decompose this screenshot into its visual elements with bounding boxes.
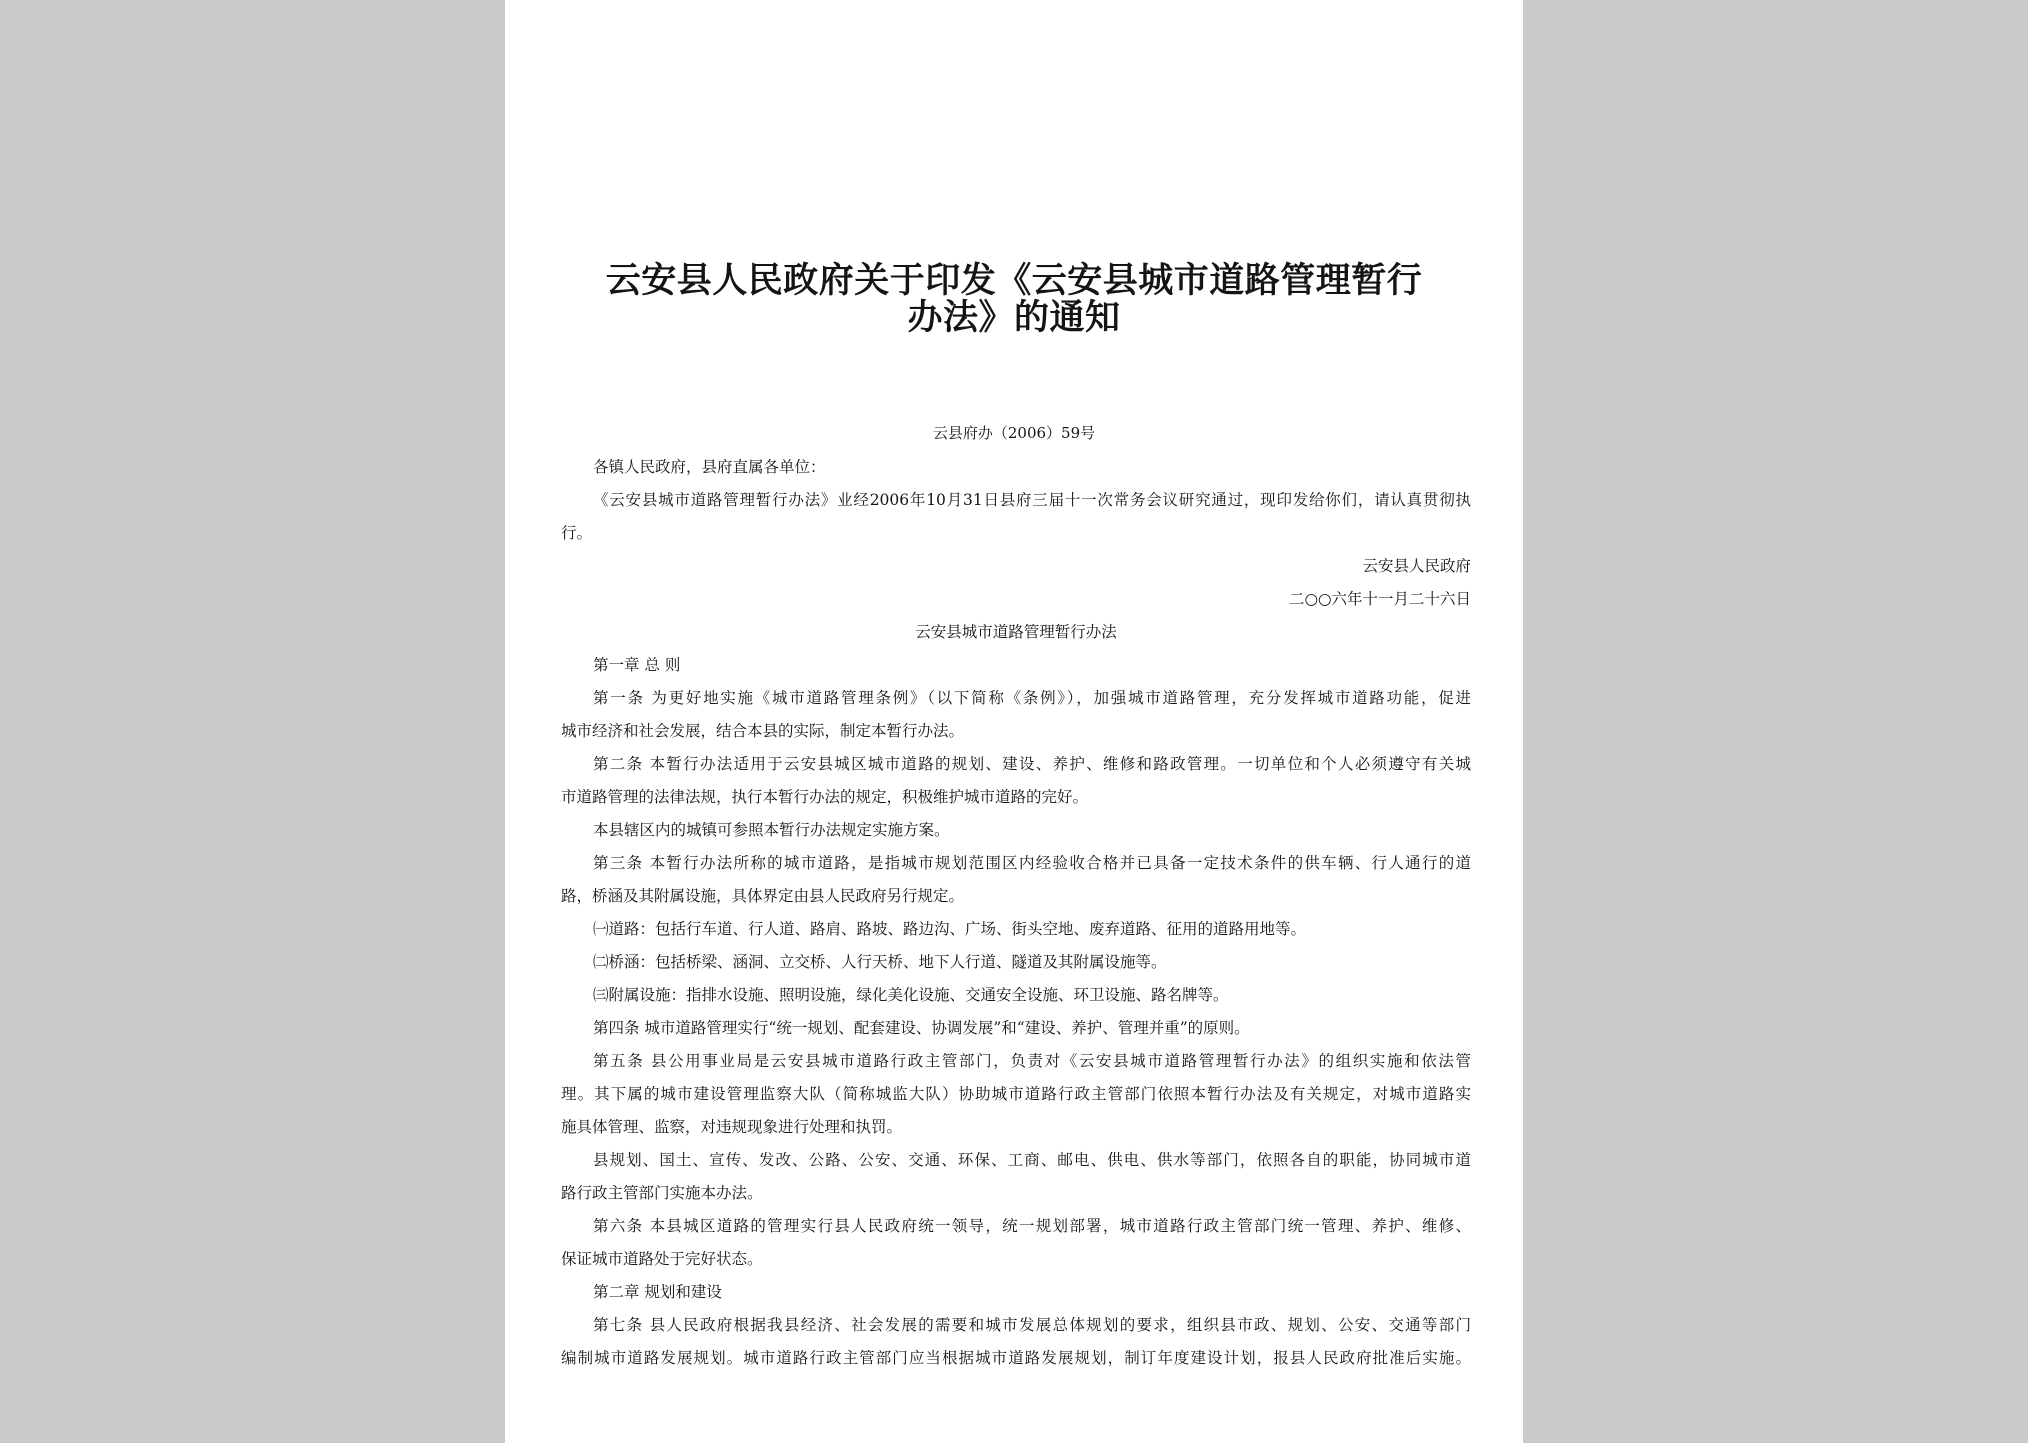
body-line: 《云安县城市道路管理暂行办法》业经2006年10月31日县府三届十一次常务会议研究通过，现印发给你们，请认真贯彻执 <box>593 491 1471 509</box>
body-line: 第三条 本暂行办法所称的城市道路，是指城市规划范围区内经验收合格并已具备一定技术条件的供车辆、行人通行的道 <box>593 854 1471 872</box>
document-number: 云县府办（2006）59号 <box>932 424 1096 442</box>
body-line: 第七条 县人民政府根据我县经济、社会发展的需要和城市发展总体规划的要求，组织县市政、规划、公安、交通等部门 <box>593 1316 1471 1334</box>
body-line: 本县辖区内的城镇可参照本暂行办法规定实施方案。 <box>593 821 950 839</box>
body-line: 第二条 本暂行办法适用于云安县城区城市道路的规划、建设、养护、维修和路政管理。一切单位和个人必须遵守有关城 <box>593 755 1471 773</box>
regulation-title: 云安县城市道路管理暂行办法 <box>915 623 1117 641</box>
chapter-heading: 第一章 总 则 <box>593 656 681 674</box>
body-line: 保证城市道路处于完好状态。 <box>561 1250 763 1268</box>
document-page <box>505 0 1523 1443</box>
list-item: ㈠道路：包括行车道、行人道、路肩、路坡、路边沟、广场、街头空地、废弃道路、征用的道路用地等。 <box>593 920 1307 938</box>
body-line: 第四条 城市道路管理实行“统一规划、配套建设、协调发展”和“建设、养护、管理并重”的原则。 <box>593 1019 1250 1037</box>
body-line: 县规划、国土、宣传、发改、公路、公安、交通、环保、工商、邮电、供电、供水等部门，依照各自的职能，协同城市道 <box>593 1151 1471 1169</box>
list-item: ㈢附属设施：指排水设施、照明设施，绿化美化设施、交通安全设施、环卫设施、路名牌等。 <box>593 986 1229 1004</box>
body-line: 路行政主管部门实施本办法。 <box>561 1184 763 1202</box>
body-line: 施具体管理、监察，对违规现象进行处理和执罚。 <box>561 1118 903 1136</box>
body-line: 第五条 县公用事业局是云安县城市道路行政主管部门，负责对《云安县城市道路管理暂行办法》的组织实施和依法管 <box>593 1052 1471 1070</box>
body-line: 第六条 本县城区道路的管理实行县人民政府统一领导，统一规划部署，城市道路行政主管部门统一管理、养护、维修、 <box>593 1217 1471 1235</box>
body-line: 编制城市道路发展规划。城市道路行政主管部门应当根据城市道路发展规划，制订年度建设计划，报县人民政府批准后实施。 <box>561 1349 1471 1367</box>
body-line: 行。 <box>561 524 593 542</box>
document-body <box>561 451 1471 1375</box>
signature-date: 二○○六年十一月二十六日 <box>1288 590 1471 608</box>
body-line: 路，桥涵及其附属设施，具体界定由县人民政府另行规定。 <box>561 887 965 905</box>
chapter-heading: 第二章 规划和建设 <box>593 1283 722 1301</box>
body-line: 市道路管理的法律法规，执行本暂行办法的规定，积极维护城市道路的完好。 <box>561 788 1089 806</box>
body-line: 第一条 为更好地实施《城市道路管理条例》（以下简称《条例》），加强城市道路管理，充分发挥城市道路功能，促进 <box>593 689 1471 707</box>
salutation: 各镇人民政府，县府直属各单位： <box>593 458 826 476</box>
body-line: 理。其下属的城市建设管理监察大队（简称城监大队）协助城市道路行政主管部门依照本暂行办法及有关规定，对城市道路实 <box>561 1085 1471 1103</box>
body-line: 城市经济和社会发展，结合本县的实际，制定本暂行办法。 <box>561 722 965 740</box>
document-title <box>565 262 1463 336</box>
list-item: ㈡桥涵：包括桥梁、涵洞、立交桥、人行天桥、地下人行道、隧道及其附属设施等。 <box>593 953 1167 971</box>
title-line-1: 云安县人民政府关于印发《云安县城市道路管理暂行 <box>605 260 1423 301</box>
signature-issuer: 云安县人民政府 <box>1362 557 1471 575</box>
title-line-2: 办法》的通知 <box>907 297 1121 338</box>
